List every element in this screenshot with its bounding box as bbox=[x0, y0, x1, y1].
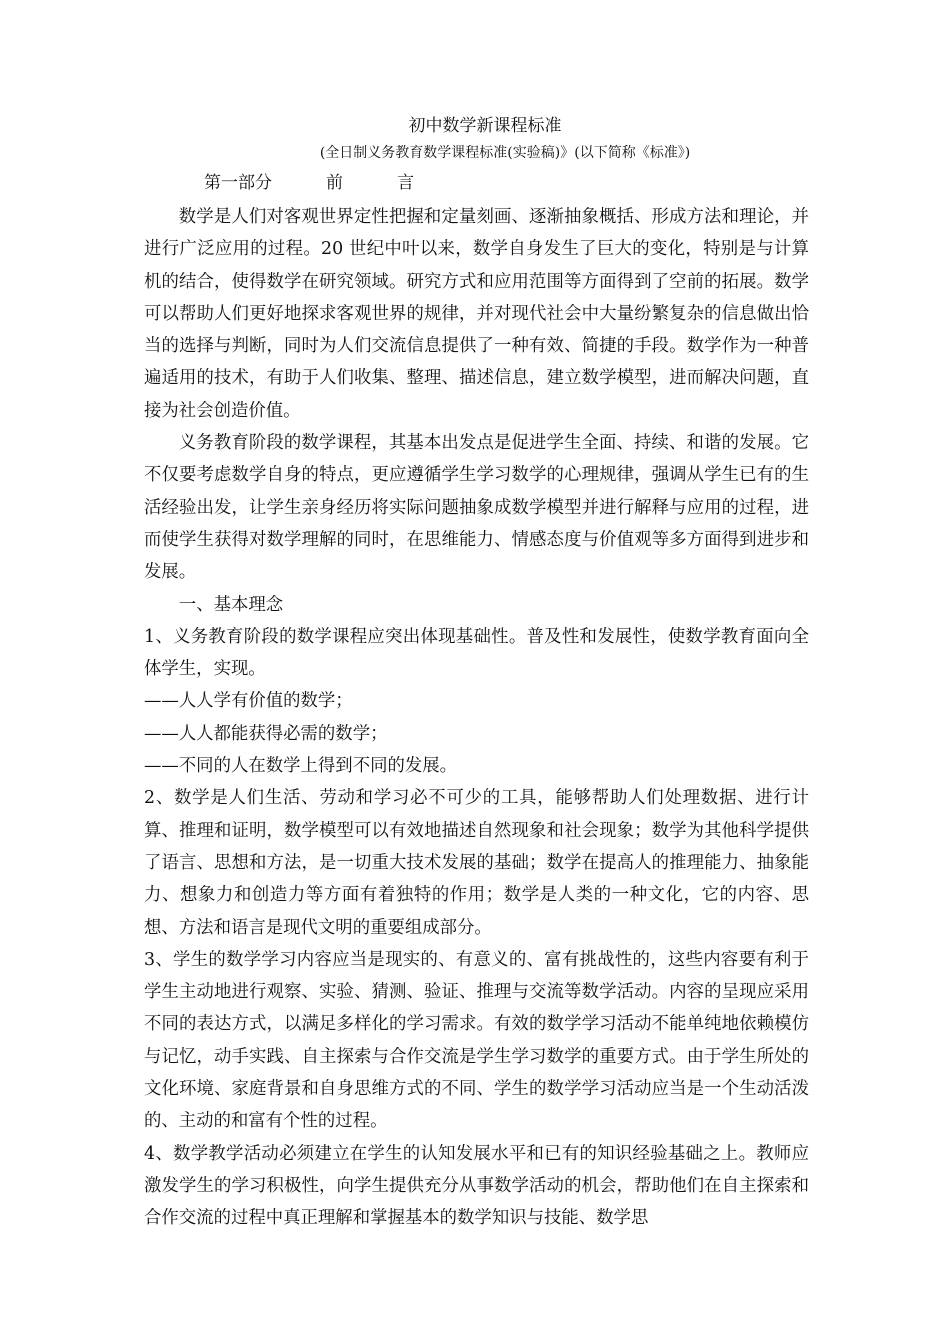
document-title: 初中数学新课程标准 bbox=[408, 116, 562, 136]
paragraph: 数学是人们对客观世界定性把握和定量刻画、逐渐抽象概括、形成方法和理论，并进行广泛应用的过程。20 世纪中叶以来，数学自身发生了巨大的变化，特别是与计算机的结合，使得数学在研究领域。研究方式和应用范围等方面得到了空前的拓展。数学可以帮助人们更好地探求客观世界的规律，并对现代社会中大量纷繁复杂的信息做出恰当的选择与判断，同时为人们交流信息提供了一种有效、简捷的手段。数学作为一种普遍适用的技术，有助于人们收集、整理、描述信息，建立数学模型，进而解决问题，直接为社会创造价值。 bbox=[144, 207, 809, 421]
list-item: 2、数学是人们生活、劳动和学习必不可少的工具，能够帮助人们处理数据、进行计算、推理和证明，数学模型可以有效地描述自然现象和社会现象；数学为其他科学提供了语言、思想和方法，是一切重大技术发展的基础；数学在提高人的推理能力、抽象能力、想象力和创造力等方面有着独特的作用；数学是人类的一种文化，它的内容、思想、方法和语言是现代文明的重要组成部分。 bbox=[144, 788, 809, 938]
document-body bbox=[144, 201, 809, 1235]
section-heading: 一、基本理念 bbox=[178, 594, 284, 615]
paragraph: 义务教育阶段的数学课程，其基本出发点是促进学生全面、持续、和谐的发展。它不仅要考虑数学自身的特点，更应遵循学生学习数学的心理规律，强调从学生已有的生活经验出发，让学生亲身经历将实际问题抽象成数学模型并进行解释与应用的过程，进而使学生获得对数学理解的同时，在思维能力、情感态度与价值观等多方面得到进步和发展。 bbox=[144, 433, 809, 583]
list-item: 4、数学教学活动必须建立在学生的认知发展水平和已有的知识经验基础之上。教师应激发学生的学习积极性，向学生提供充分从事数学活动的机会，帮助他们在自主探索和合作交流的过程中真正理解和掌握基本的数学知识与技能、数学思 bbox=[144, 1143, 809, 1229]
list-item: 1、义务教育阶段的数学课程应突出体现基础性。普及性和发展性，使数学教育面向全体学生，实现。 bbox=[144, 626, 809, 680]
document-subtitle: (全日制义务教育数学课程标准(实验稿)》(以下简称《标准》) bbox=[319, 145, 691, 161]
list-item: ——不同的人在数学上得到不同的发展。 bbox=[144, 756, 458, 777]
list-item: 3、学生的数学学习内容应当是现实的、有意义的、富有挑战性的，这些内容要有利于学生主动地进行观察、实验、猜测、验证、推理与交流等数学活动。内容的呈现应采用不同的表达方式，以满足多样化的学习需求。有效的数学学习活动不能单纯地依赖模仿与记忆，动手实践、自主探索与合作交流是学生学习数学的重要方式。由于学生所处的文化环境、家庭背景和自身思维方式的不同、学生的数学学习活动应当是一个生动活泼的、主动的和富有个性的过程。 bbox=[144, 949, 809, 1132]
list-item: ——人人都能获得必需的数学； bbox=[144, 723, 388, 744]
part-heading: 第一部分 前 言 bbox=[204, 173, 415, 193]
list-item: ——人人学有价值的数学； bbox=[144, 691, 353, 712]
